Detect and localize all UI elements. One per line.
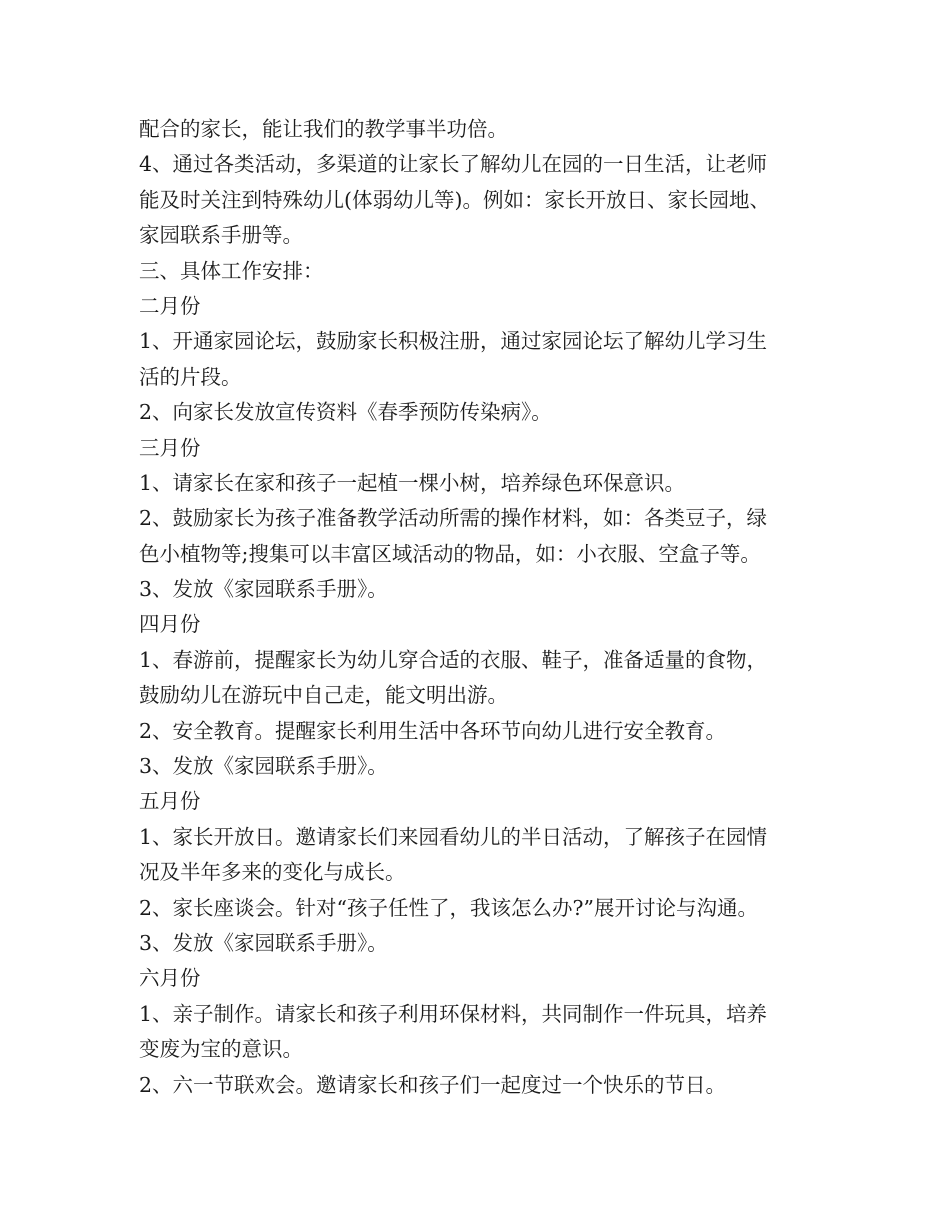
- month-heading: 四月份: [139, 612, 201, 637]
- text-line: 4、通过各类活动，多渠道的让家长了解幼儿在园的一日生活，让老师: [139, 152, 768, 177]
- text-line: 变废为宝的意识。: [139, 1037, 303, 1062]
- text-line: 2、安全教育。提醒家长利用生活中各环节向幼儿进行安全教育。: [139, 718, 727, 743]
- text-line: 鼓励幼儿在游玩中自己走，能文明出游。: [139, 683, 508, 708]
- text-line: 1、家长开放日。邀请家长们来园看幼儿的半日活动，了解孩子在园情: [139, 824, 768, 849]
- text-line: 3、发放《家园联系手册》。: [139, 930, 388, 955]
- text-line: 色小植物等;搜集可以丰富区域活动的物品，如：小衣服、空盒子等。: [139, 541, 761, 566]
- text-line: 1、春游前，提醒家长为幼儿穿合适的衣服、鞋子，准备适量的食物，: [139, 647, 768, 672]
- text-line: 2、家长座谈会。针对“孩子任性了，我该怎么办?”展开讨论与沟通。: [139, 895, 758, 920]
- text-line: 3、发放《家园联系手册》。: [139, 577, 388, 602]
- month-heading: 二月份: [139, 293, 201, 318]
- month-heading: 五月份: [139, 789, 201, 814]
- text-line: 1、亲子制作。请家长和孩子利用环保材料，共同制作一件玩具，培养: [139, 1001, 768, 1026]
- text-line: 配合的家长，能让我们的教学事半功倍。: [139, 117, 508, 141]
- text-line: 2、鼓励家长为孩子准备教学活动所需的操作材料，如：各类豆子，绿: [139, 506, 768, 531]
- text-line: 2、六一节联欢会。邀请家长和孩子们一起度过一个快乐的节日。: [139, 1072, 727, 1097]
- text-line: 况及半年多来的变化与成长。: [139, 860, 406, 885]
- month-heading: 三月份: [139, 435, 201, 460]
- text-line: 活的片段。: [139, 364, 242, 389]
- text-line: 1、请家长在家和孩子一起植一棵小树，培养绿色环保意识。: [139, 470, 686, 495]
- month-heading: 六月份: [139, 966, 201, 991]
- text-line: 1、开通家园论坛，鼓励家长积极注册，通过家园论坛了解幼儿学习生: [139, 329, 768, 354]
- text-line: 2、向家长发放宣传资料《春季预防传染病》。: [139, 400, 552, 425]
- text-line: 3、发放《家园联系手册》。: [139, 754, 388, 779]
- text-line: 家园联系手册等。: [139, 223, 303, 248]
- document-body: [139, 112, 819, 1103]
- text-line: 能及时关注到特殊幼儿(体弱幼儿等)。例如：家长开放日、家长园地、: [139, 187, 770, 212]
- section-heading: 三、具体工作安排：: [139, 258, 324, 283]
